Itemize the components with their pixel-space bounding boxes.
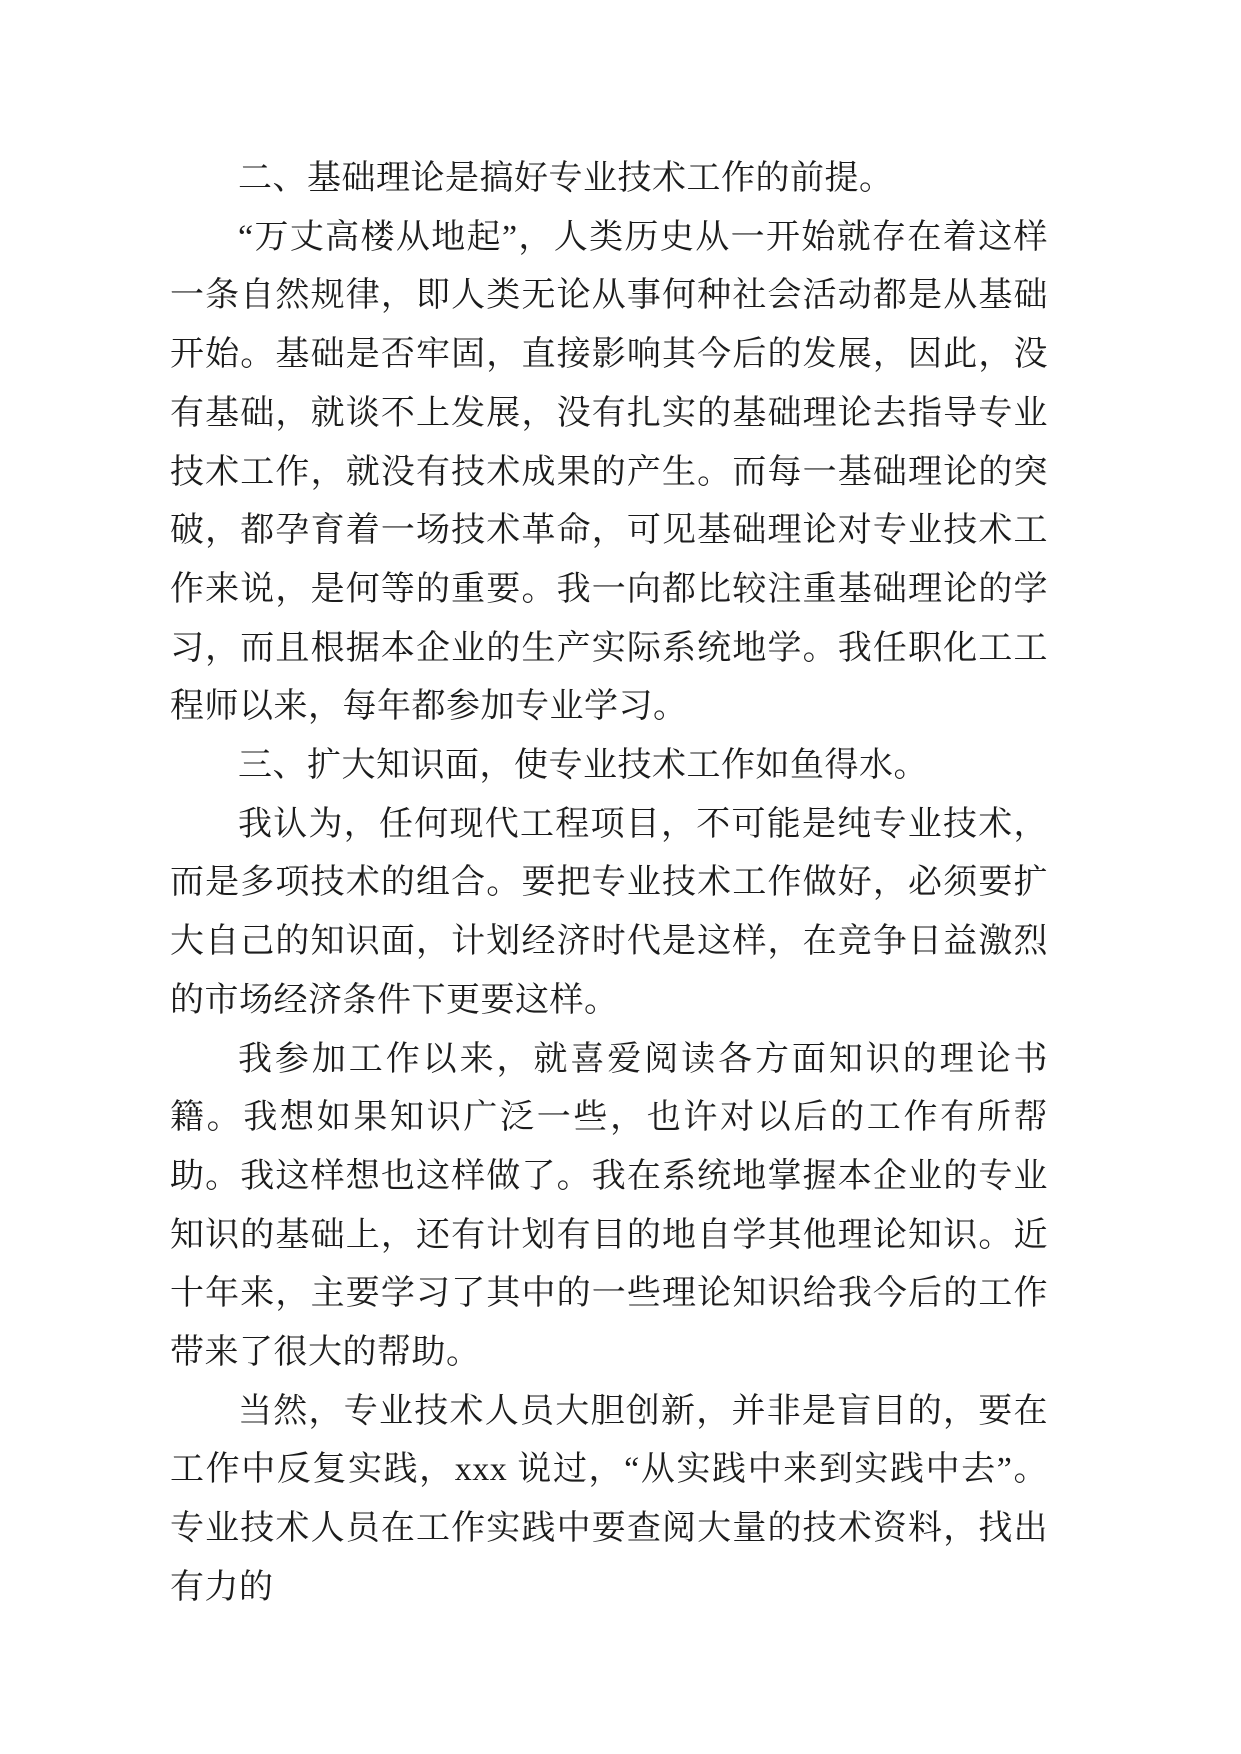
paragraph: “万丈高楼从地起”，人类历史从一开始就存在着这样一条自然规律，即人类无论从事何种社会活动都是从基础开始。基础是否牢固，直接影响其今后的发展，因此，没有基础，就谈不上发展，没有扎实的基础理论去指导专业技术工作，就没有技术成果的产生。而每一基础理论的突破，都孕育着一场技术革命，可见基础理论对专业技术工作来说，是何等的重要。我一向都比较注重基础理论的学习，而且根据本企业的生产实际系统地学。我任职化工工程师以来，每年都参加专业学习。 (170, 218, 1048, 726)
section-heading: 二、基础理论是搞好专业技术工作的前提。 (238, 160, 894, 197)
paragraph: 我认为，任何现代工程项目，不可能是纯专业技术，而是多项技术的组合。要把专业技术工作做好，必须要扩大自己的知识面，计划经济时代是这样，在竞争日益激烈的市场经济条件下更要这样。 (170, 805, 1048, 1019)
paragraph: 我参加工作以来，就喜爱阅读各方面知识的理论书籍。我想如果知识广泛一些，也许对以后的工作有所帮助。我这样想也这样做了。我在系统地掌握本企业的专业知识的基础上，还有计划有目的地自学其他理论知识。近十年来，主要学习了其中的一些理论知识给我今后的工作带来了很大的帮助。 (170, 1040, 1048, 1372)
paragraph: 当然，专业技术人员大胆创新，并非是盲目的，要在工作中反复实践，xxx 说过，“从实践中来到实践中去”。专业技术人员在工作实践中要查阅大量的技术资料，找出有力的 (170, 1392, 1048, 1606)
document-body (170, 150, 1048, 1618)
section-heading: 三、扩大知识面，使专业技术工作如鱼得水。 (238, 747, 928, 785)
